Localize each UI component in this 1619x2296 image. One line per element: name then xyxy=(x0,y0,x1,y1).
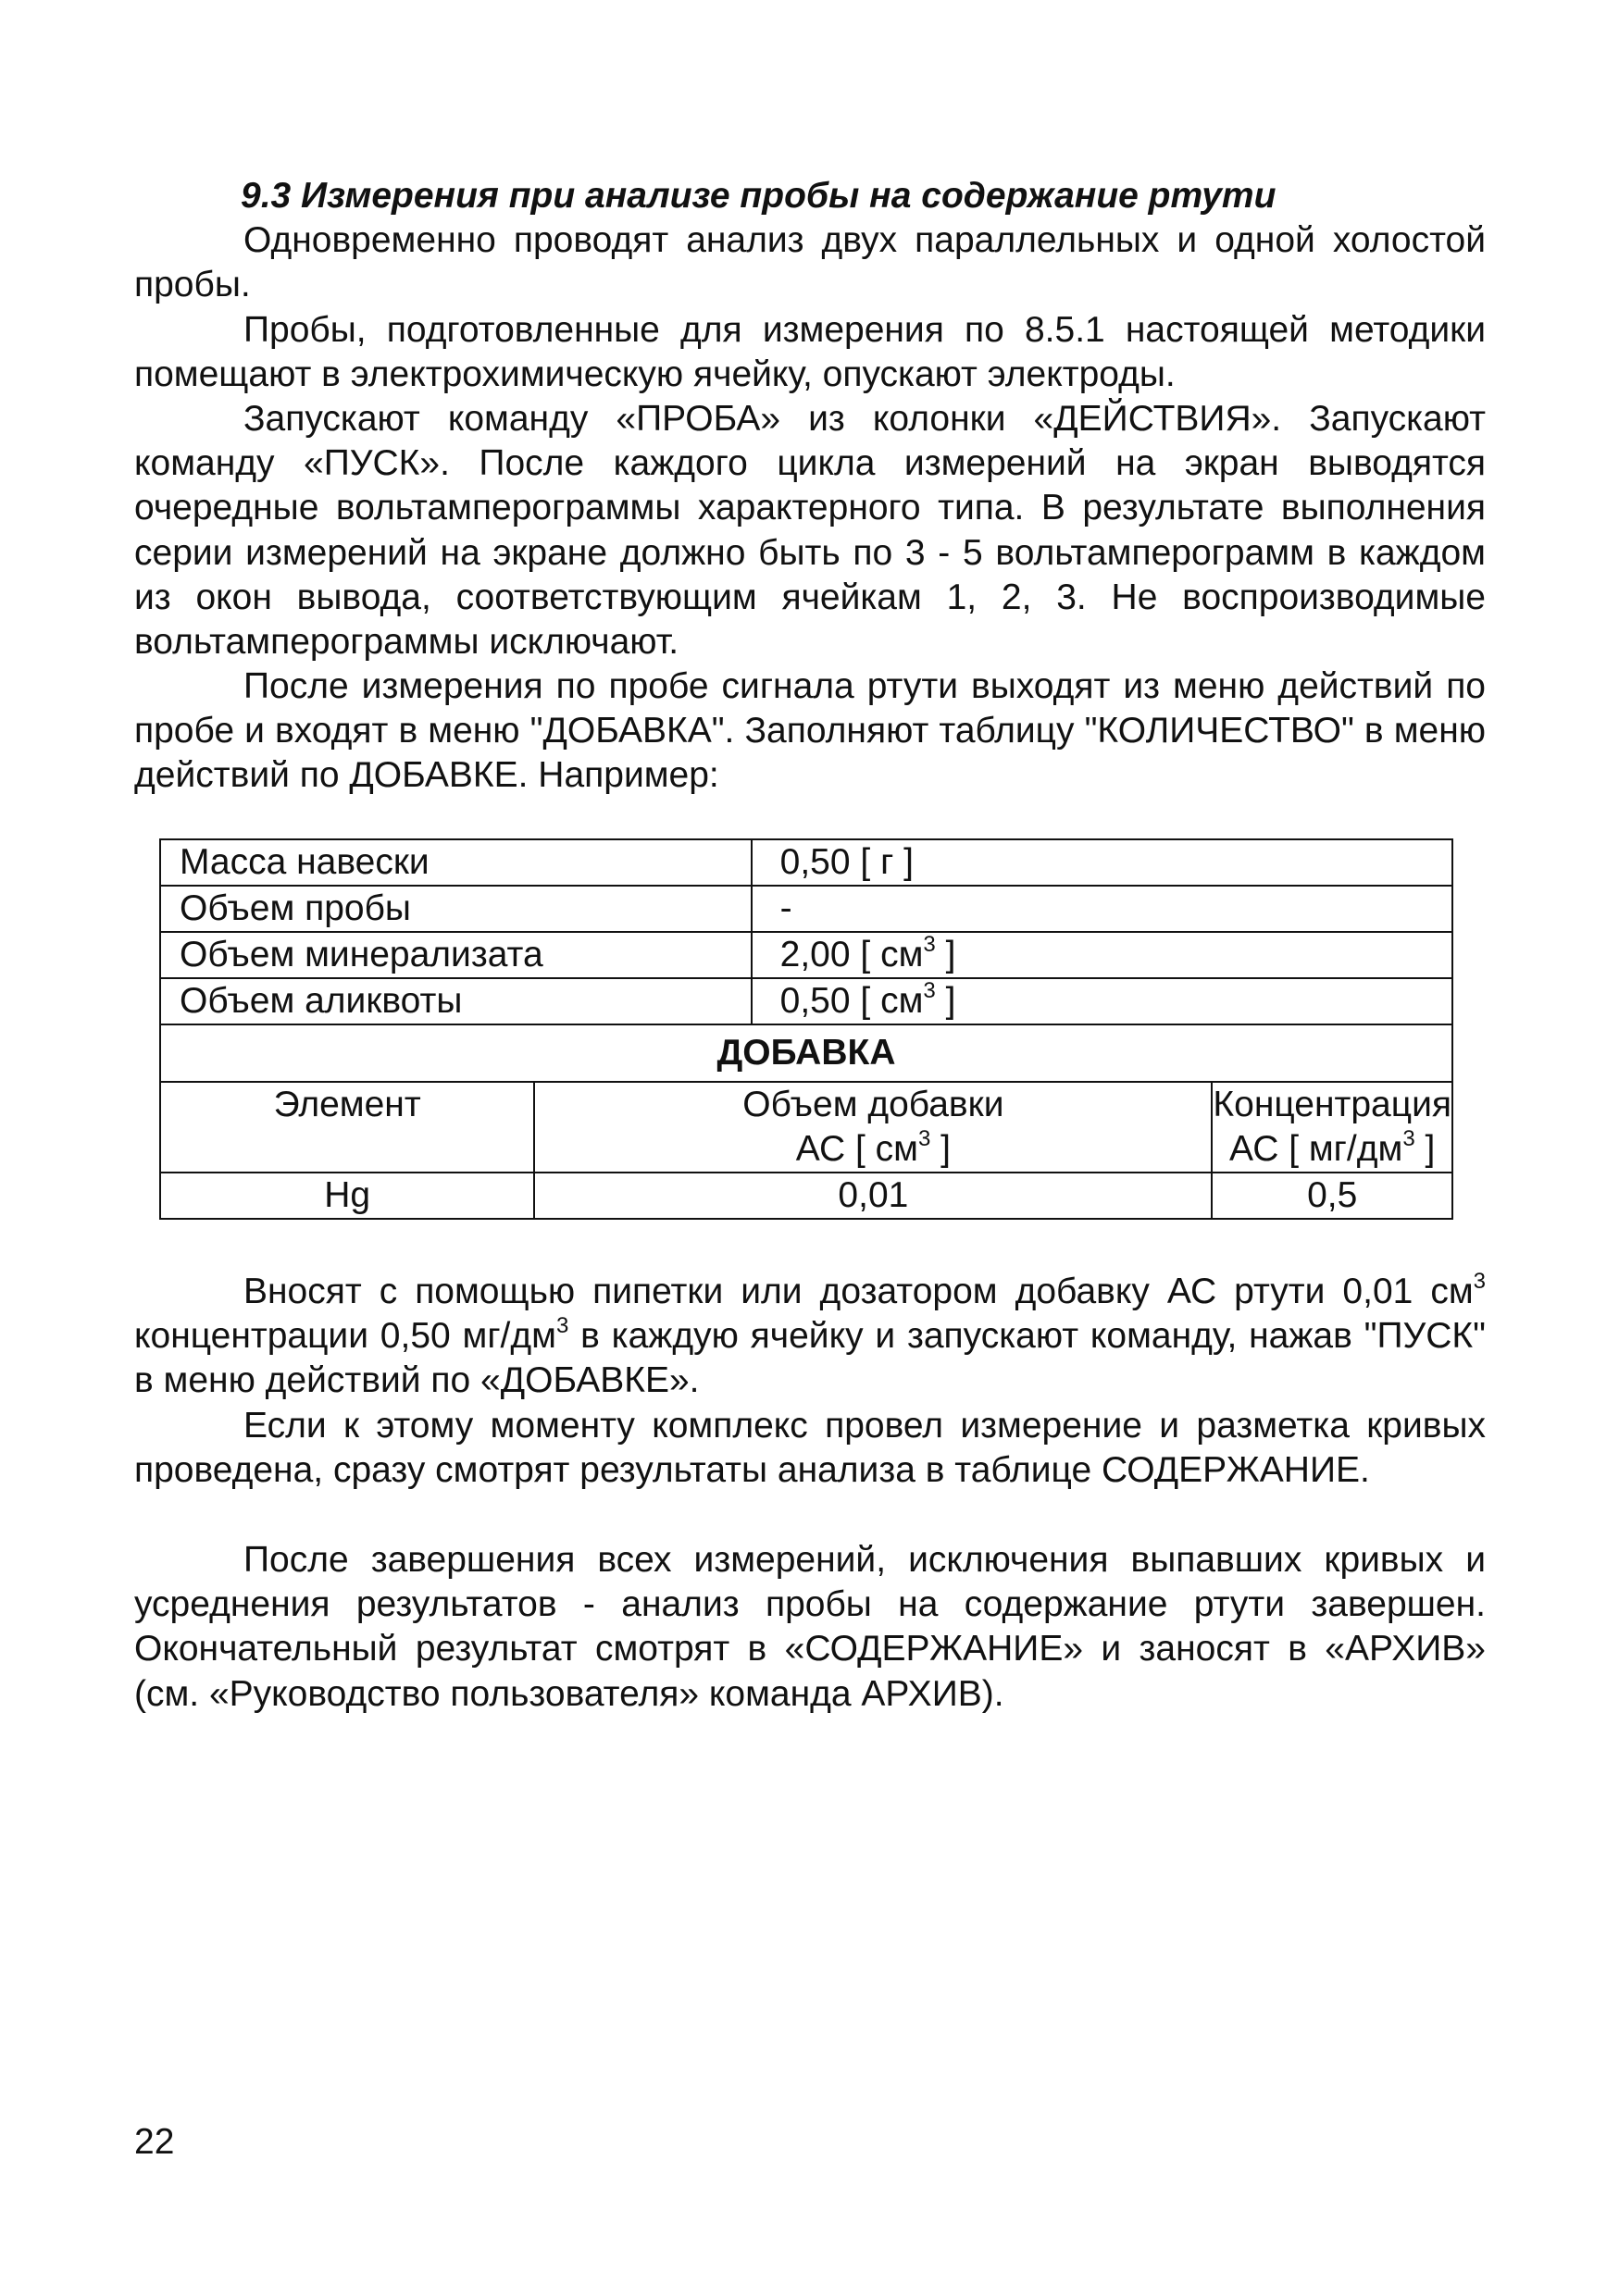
paragraph-6: Если к этому моменту комплекс провел измерение и разметка кривых проведена, сразу смотрят результаты анализа в таблице СОДЕРЖАНИЕ. xyxy=(134,1406,1486,1491)
param-value: 0,50 [ $см^3$ ] xyxy=(752,978,1452,1024)
param-value: 0,50 [ г ] xyxy=(752,839,1452,886)
param-label: Объем аликвоты xyxy=(160,978,752,1024)
col-conc-header: Концентрация АС [ $мг/дм^3$ ] xyxy=(1212,1082,1452,1173)
param-value: 2,00 [ $см^3$ ] xyxy=(752,932,1452,978)
quantity-table xyxy=(159,838,1453,1220)
cell-element: Hg xyxy=(160,1173,534,1219)
paragraph-5: Вносят с помощью пипетки или дозатором добавку АС ртути 0,01 $см^3$ концентрации 0,50 $мг/дм^3$ в каждую ячейку и запускают команду, нажав "ПУСК" в меню действий по «ДОБАВКЕ». xyxy=(134,1269,1486,1401)
col-volume-header: Объем добавки АС [ $см^3$ ] xyxy=(534,1082,1212,1173)
section-title: ДОБАВКА xyxy=(160,1024,1452,1082)
table-row xyxy=(160,932,1452,978)
col-element-header: Элемент xyxy=(160,1082,534,1173)
paragraph-1: Одновременно проводят анализ двух параллельных и одной холостой пробы. xyxy=(134,220,1486,305)
table-row xyxy=(160,839,1452,886)
paragraph-4: После измерения по пробе сигнала ртути выходят из меню действий по пробе и входят в меню "ДОБАВКА". Заполняют таблицу "КОЛИЧЕСТВО" в меню действий по ДОБАВКЕ. Например: xyxy=(134,666,1486,796)
param-label: Объем минерализата xyxy=(160,932,752,978)
table-row xyxy=(160,1173,1452,1219)
table-column-headers xyxy=(160,1082,1452,1173)
paragraph-3: Запускают команду «ПРОБА» из колонки «ДЕЙСТВИЯ». Запускают команду «ПУСК». После каждого цикла измерений на экран выводятся очередные вольтамперограммы характерного типа. В результате выполнения серии измерений на экране должно быть по 3 - 5 вольтамперограмм в каждом из окон вывода, соответствующим ячейкам 1, 2, 3. Не воспроизводимые вольтамперограммы исключают. xyxy=(134,399,1486,663)
cell-conc: 0,5 xyxy=(1212,1173,1452,1219)
param-label: Масса навески xyxy=(160,839,752,886)
section-heading: 9.3 Измерения при анализе пробы на содержание ртути xyxy=(241,176,1277,216)
paragraph-2: Пробы, подготовленные для измерения по 8.5.1 настоящей методики помещают в электрохимическую ячейку, опускают электроды. xyxy=(134,310,1486,395)
param-label: Объем пробы xyxy=(160,886,752,932)
cell-volume: 0,01 xyxy=(534,1173,1212,1219)
param-value: - xyxy=(752,886,1452,932)
table-row xyxy=(160,886,1452,932)
paragraph-7: После завершения всех измерений, исключения выпавших кривых и усреднения результатов - анализ пробы на содержание ртути завершен. Окончательный результат смотрят в «СОДЕРЖАНИЕ» и заносят в «АРХИВ» (см. «Руководство пользователя» команда АРХИВ). xyxy=(134,1540,1486,1714)
table-row xyxy=(160,978,1452,1024)
page-number: 22 xyxy=(134,2122,175,2162)
table-section-header xyxy=(160,1024,1452,1082)
